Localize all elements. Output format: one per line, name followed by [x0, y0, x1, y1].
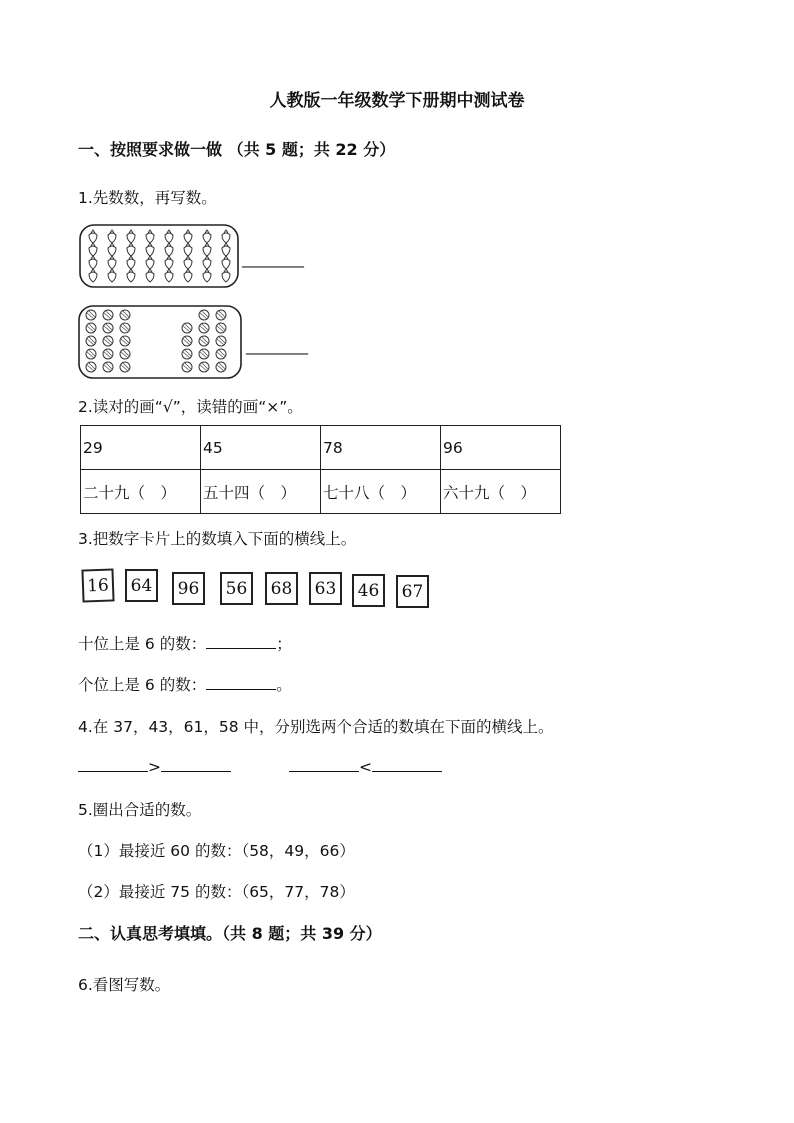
question-5-sub-1: （1）最接近 60 的数：（58，49，66）: [78, 842, 355, 860]
strawberry-icon: [184, 246, 192, 256]
tens-six-end: ；: [276, 635, 292, 653]
strawberry-icon: [108, 246, 116, 256]
number-card: 16: [81, 568, 114, 602]
gt-blank-right[interactable]: [161, 759, 231, 772]
number-card: 64: [125, 569, 158, 602]
strawberry-icon: [108, 259, 116, 269]
question-2-text: 2.读对的画“√”，读错的画“×”。: [78, 398, 303, 416]
number-card: 96: [172, 572, 205, 605]
strawberry-icon: [165, 272, 173, 282]
table-cell-number: 45: [201, 426, 321, 470]
strawberry-icon: [184, 272, 192, 282]
ball-icon: [120, 336, 130, 346]
strawberry-icon: [146, 272, 154, 282]
ones-six-blank[interactable]: [206, 677, 276, 690]
number-card: 63: [309, 572, 342, 605]
tens-six-line: [78, 632, 292, 654]
strawberry-icon: [222, 233, 230, 243]
table-cell-reading[interactable]: 五十四（ ）: [201, 470, 321, 514]
strawberry-picture: [79, 224, 239, 288]
ball-icon: [103, 336, 113, 346]
ball-icon: [216, 310, 226, 320]
table-cell-number: 78: [321, 426, 441, 470]
answer-line-1[interactable]: ________: [242, 250, 304, 268]
ball-icon: [86, 362, 96, 372]
strawberry-icon: [222, 272, 230, 282]
strawberry-icon: [89, 259, 97, 269]
ball-icon: [86, 349, 96, 359]
lt-blank-left[interactable]: [289, 759, 359, 772]
strawberry-icon: [203, 246, 211, 256]
ball-icon: [199, 310, 209, 320]
ball-icon: [86, 310, 96, 320]
ball-icon: [216, 349, 226, 359]
ball-icon: [182, 323, 192, 333]
ball-icon: [103, 310, 113, 320]
ball-icon: [78, 305, 242, 379]
page-title: 人教版一年级数学下册期中测试卷: [269, 91, 525, 111]
strawberry-icon: [89, 272, 97, 282]
question-5-sub-2: （2）最接近 75 的数：（65，77，78）: [78, 883, 355, 901]
ball-icon: [86, 323, 96, 333]
ball-icon: [216, 323, 226, 333]
number-card: 56: [220, 572, 253, 605]
ball-icon: [120, 362, 130, 372]
ball-icon: [199, 362, 209, 372]
question-4-text: 4.在 37，43，61，58 中，分别选两个合适的数填在下面的横线上。: [78, 718, 554, 736]
ball-icon: [103, 362, 113, 372]
strawberry-icon: [146, 259, 154, 269]
ones-six-label: 个位上是 6 的数：: [78, 676, 207, 694]
ball-icon: [216, 336, 226, 346]
ball-icon: [120, 349, 130, 359]
ball-icon: [216, 362, 226, 372]
ball-icon: [103, 323, 113, 333]
strawberry-icon: [203, 272, 211, 282]
strawberry-icon: [89, 246, 97, 256]
strawberry-icon: [165, 246, 173, 256]
greater-than-line: [78, 758, 231, 776]
table-cell-reading[interactable]: 六十九（ ）: [441, 470, 561, 514]
strawberry-icon: [146, 246, 154, 256]
number-card: 68: [265, 572, 298, 605]
strawberry-icon: [146, 233, 154, 243]
ones-six-line: [78, 673, 292, 695]
answer-line-2[interactable]: ________: [246, 337, 308, 355]
question-6-text: 6.看图写数。: [78, 976, 171, 994]
strawberry-icon: [165, 233, 173, 243]
table-cell-number: 96: [441, 426, 561, 470]
strawberry-icon: [108, 233, 116, 243]
strawberry-icon: [127, 233, 135, 243]
ones-six-end: 。: [276, 676, 292, 694]
strawberry-icon: [127, 246, 135, 256]
gt-blank-left[interactable]: [78, 759, 148, 772]
strawberry-icon: [127, 272, 135, 282]
ball-icon: [120, 323, 130, 333]
ball-icon: [199, 336, 209, 346]
strawberry-icon: [127, 259, 135, 269]
ball-icon: [86, 336, 96, 346]
strawberry-icon: [184, 259, 192, 269]
strawberry-icon: [165, 259, 173, 269]
strawberry-icon: [222, 259, 230, 269]
strawberry-icon: [222, 246, 230, 256]
ball-icon: [182, 362, 192, 372]
ball-icon: [199, 323, 209, 333]
reading-table: [80, 425, 561, 514]
table-cell-reading[interactable]: 二十九（ ）: [81, 470, 201, 514]
question-1-text: 1.先数数，再写数。: [78, 189, 217, 207]
question-3-text: 3.把数字卡片上的数填入下面的横线上。: [78, 530, 357, 548]
ball-icon: [103, 349, 113, 359]
section-2-heading: 二、认真思考填填。（共 8 题；共 39 分）: [78, 924, 382, 943]
lt-blank-right[interactable]: [372, 759, 442, 772]
number-card: 67: [396, 575, 429, 608]
ball-icon: [182, 349, 192, 359]
ball-icon: [182, 336, 192, 346]
tens-six-blank[interactable]: [206, 636, 276, 649]
tens-six-label: 十位上是 6 的数：: [78, 635, 207, 653]
section-1-heading: 一、按照要求做一做 （共 5 题；共 22 分）: [78, 140, 396, 159]
strawberry-icon: [79, 224, 239, 288]
strawberry-icon: [184, 233, 192, 243]
strawberry-icon: [89, 233, 97, 243]
question-5-text: 5.圈出合适的数。: [78, 801, 202, 819]
ball-picture: [78, 305, 242, 379]
greater-than-sign: >: [148, 758, 161, 776]
table-cell-number: 29: [81, 426, 201, 470]
strawberry-icon: [108, 272, 116, 282]
strawberry-icon: [203, 233, 211, 243]
number-card: 46: [352, 574, 385, 607]
less-than-line: [289, 758, 442, 776]
ball-icon: [120, 310, 130, 320]
less-than-sign: <: [359, 758, 372, 776]
ball-icon: [199, 349, 209, 359]
strawberry-icon: [203, 259, 211, 269]
table-cell-reading[interactable]: 七十八（ ）: [321, 470, 441, 514]
